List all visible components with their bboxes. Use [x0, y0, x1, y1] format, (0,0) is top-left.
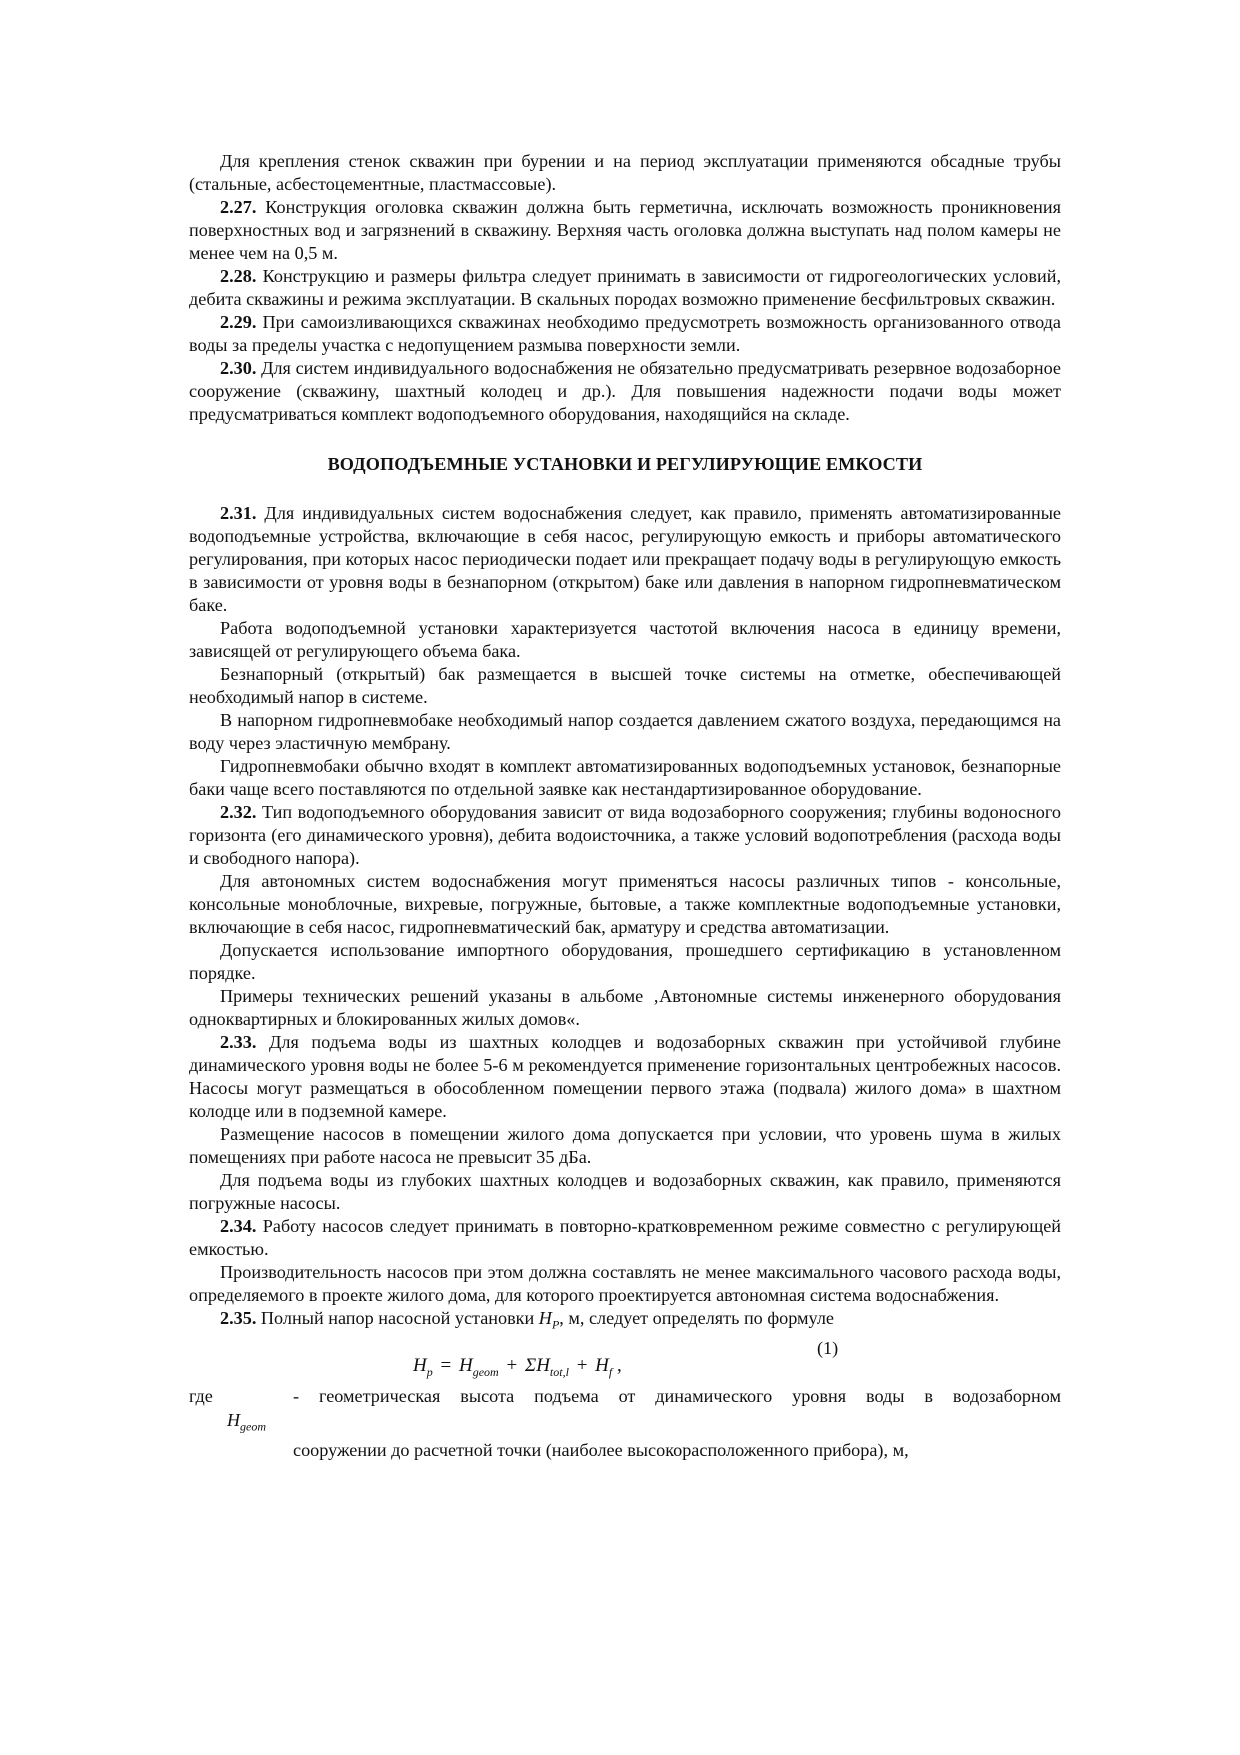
paragraph: [189, 755, 1061, 801]
clause-number: 2.28.: [220, 266, 257, 286]
paragraph: [189, 939, 1061, 985]
clause-number: 2.32.: [220, 802, 257, 822]
paragraph: [189, 663, 1061, 709]
paragraph-text: Тип водоподъемного оборудования зависит от вида водозаборного сооружения; глубины водоносного горизонта (его динамического уровня), дебита водоисточника, а также условий водопотребления (расхода воды и свободного напора).: [189, 802, 1061, 868]
where-definition: - геометрическая высота подъема от динамического уровня воды в водозаборном: [293, 1385, 1061, 1406]
paragraph-group-wells: [189, 150, 1061, 426]
paragraph-text: При самоизливающихся скважинах необходимо предусмотреть возможность организованного отвода воды за пределы участка с недопущением размыва поверхности земли.: [189, 312, 1061, 355]
clause-number: 2.29.: [220, 312, 257, 332]
paragraph-text: Конструкцию и размеры фильтра следует принимать в зависимости от гидрогеологических условий, дебита скважины и режима эксплуатации. В скальных породах возможно применение бесфильтровых скважин.: [189, 266, 1061, 309]
clause-number: 2.30.: [220, 358, 257, 378]
paragraph: [189, 502, 1061, 617]
paragraph-text: Гидропневмобаки обычно входят в комплект автоматизированных водоподъемных установок, безнапорные баки чаще всего поставляются по отдельной заявке как нестандартизированное оборудование.: [189, 756, 1061, 799]
paragraph: [189, 1261, 1061, 1307]
paragraph: [189, 150, 1061, 196]
paragraph: [189, 357, 1061, 426]
paragraph-text: Для систем индивидуального водоснабжения не обязательно предусматривать резервное водозаборное сооружение (скважину, шахтный колодец и др.). Для повышения надежности подачи воды может предусматриваться комплект водоподъемного оборудования, находящийся на складе.: [189, 358, 1061, 424]
clause-number: 2.31.: [220, 503, 257, 523]
paragraph-text: Допускается использование импортного оборудования, прошедшего сертификацию в установленном порядке.: [189, 940, 1061, 983]
paragraph-text: Для индивидуальных систем водоснабжения следует, как правило, применять автоматизированные водоподъемные устройства, включающие в себя насос, регулирующую емкость и приборы автоматического регулирования, при которых насос периодически подает или прекращает подачу воды в регулирующую емкость в зависимости от уровня воды в безнапорном (открытом) баке или давления в напорном гидропневматическом баке.: [189, 503, 1061, 615]
paragraph: [189, 265, 1061, 311]
where-label: где: [189, 1385, 213, 1406]
paragraph: [189, 1031, 1061, 1123]
paragraph: [189, 1123, 1061, 1169]
symbol-h-p: $H_P$: [538, 1308, 560, 1332]
where-clause: [189, 1385, 1061, 1434]
clause-number: 2.35.: [220, 1308, 257, 1328]
paragraph-text: Для подъема воды из шахтных колодцев и водозаборных скважин при устойчивой глубине динамического уровня воды не более 5-6 м рекомендуется применение горизонтальных центробежных насосов. Насосы могут размещаться в обособленном помещении первого этажа (подвала) жилого дома» в шахтном колодце или в подземной камере.: [189, 1032, 1061, 1121]
section-heading: ВОДОПОДЪЕМНЫЕ УСТАНОВКИ И РЕГУЛИРУЮЩИЕ ЕМКОСТИ: [327, 454, 923, 474]
paragraph-text: Конструкция оголовка скважин должна быть герметична, исключать возможность проникновения поверхностных вод и загрязнений в скважину. Верхняя часть оголовка должна выступать над полом камеры не менее чем на 0,5 м.: [189, 197, 1061, 263]
paragraph-text: Для автономных систем водоснабжения могут применяться насосы различных типов - консольные, консольные моноблочные, вихревые, погружные, бытовые, а также комплектные водоподъемные установки, включающие в себя насос, гидропневматический бак, арматуру и средства автоматизации.: [189, 871, 1061, 937]
paragraph-text: Размещение насосов в помещении жилого дома допускается при условии, что уровень шума в жилых помещениях при работе насоса не превысит 35 дБа.: [189, 1124, 1061, 1167]
paragraph: [189, 1215, 1061, 1261]
paragraph-text: В напорном гидропневмобаке необходимый напор создается давлением сжатого воздуха, передающимся на воду через эластичную мембрану.: [189, 710, 1061, 753]
paragraph: [189, 617, 1061, 663]
clause-number: 2.34.: [220, 1216, 257, 1236]
paragraph: [189, 709, 1061, 755]
paragraph-2-35: [189, 1307, 1061, 1337]
paragraph-text: Для подъема воды из глубоких шахтных колодцев и водозаборных скважин, как правило, применяются погружные насосы.: [189, 1170, 1061, 1213]
where-definition-continuation: сооружении до расчетной точки (наиболее высокорасположенного прибора), м,: [293, 1439, 909, 1460]
paragraph: [189, 1169, 1061, 1215]
clause-number: 2.33.: [220, 1032, 257, 1052]
paragraph-text: Для крепления стенок скважин при бурении и на период эксплуатации применяются обсадные трубы (стальные, асбестоцементные, пластмассовые).: [189, 151, 1061, 194]
paragraph-text: , м, следует определять по формуле: [559, 1308, 834, 1328]
paragraph: [189, 870, 1061, 939]
clause-number: 2.27.: [220, 197, 257, 217]
paragraph-text: Работа водоподъемной установки характеризуется частотой включения насоса в единицу времени, зависящей от регулирующего объема бака.: [189, 618, 1061, 661]
document-page: [189, 150, 1061, 1462]
paragraph: [189, 196, 1061, 265]
formula-number: (1): [817, 1337, 839, 1358]
symbol-h-geom: $H_{geom}$: [227, 1409, 266, 1434]
paragraph-group-pumps: [189, 502, 1061, 1307]
paragraph-text: Работу насосов следует принимать в повторно-кратковременном режиме совместно с регулирующей емкостью.: [189, 1216, 1061, 1259]
paragraph-text: Полный напор насосной установки: [256, 1308, 539, 1328]
paragraph: [189, 985, 1061, 1031]
paragraph-text: Производительность насосов при этом должна составлять не менее максимального часового расхода воды, определяемого в проекте жилого дома, для которого проектируется автономная система водоснабжения.: [189, 1262, 1061, 1305]
formula-block: [189, 1337, 1061, 1385]
paragraph-text: Безнапорный (открытый) бак размещается в высшей точке системы на отметке, обеспечивающей необходимый напор в системе.: [189, 664, 1061, 707]
paragraph-text: Примеры технических решений указаны в альбоме ‚Автономные системы инженерного оборудования одноквартирных и блокированных жилых домов«.: [189, 986, 1061, 1029]
paragraph: [189, 801, 1061, 870]
formula-1: $H_p = H_{geom} + \Sigma H_{tot,l} + H_f$ ,: [413, 1354, 622, 1379]
paragraph: [189, 311, 1061, 357]
